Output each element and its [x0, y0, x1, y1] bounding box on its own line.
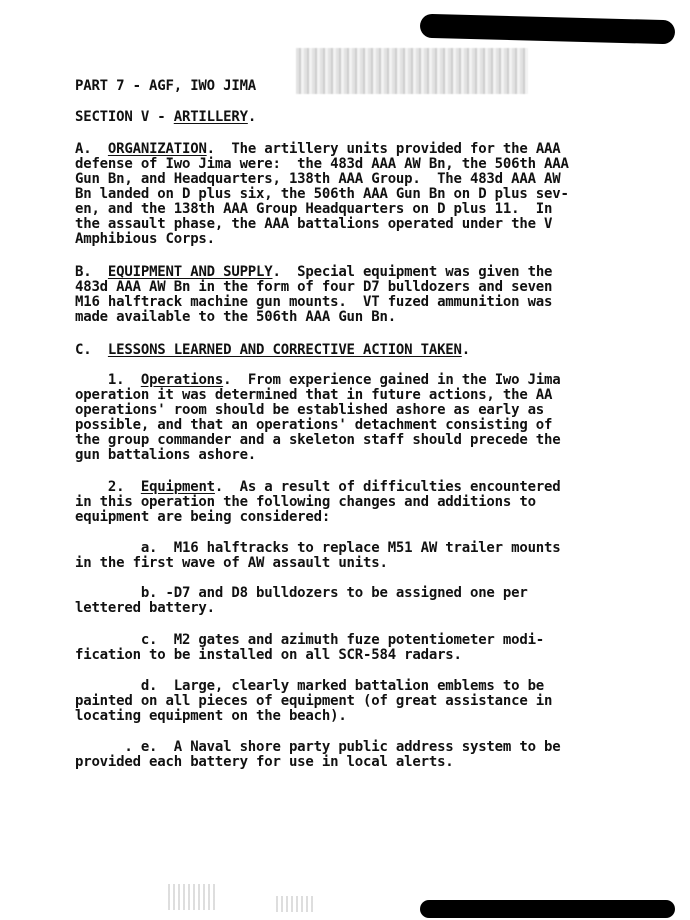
section-heading: SECTION V - ARTILLERY.	[75, 109, 257, 125]
equipment-line: in this operation the following changes and additions to	[75, 494, 536, 510]
item-d-line: d. Large, clearly marked battalion emblems to be	[75, 678, 545, 694]
section-b-line: M16 halftrack machine gun mounts. VT fuzed ammunition was	[75, 294, 553, 310]
operations-line: operations' room should be established ashore as early as	[75, 402, 545, 418]
item-a-line: a. M16 halftracks to replace M51 AW trailer mounts	[75, 540, 561, 556]
operations-heading: Operations	[140, 372, 224, 388]
item-c-line: fication to be installed on all SCR-584 radars.	[75, 647, 462, 663]
section-c-heading-line: C. LESSONS LEARNED AND CORRECTIVE ACTION TAKEN.	[75, 342, 470, 358]
item-d-line: painted on all pieces of equipment (of great assistance in	[75, 693, 553, 709]
operations-line: 1. Operations. From experience gained in the Iwo Jima	[75, 372, 561, 388]
item-a-line: in the first wave of AW assault units.	[75, 555, 388, 571]
operations-line: operation it was determined that in future actions, the AA	[75, 387, 553, 403]
section-b-heading: EQUIPMENT AND SUPPLY	[107, 264, 273, 280]
redaction-bar-bottom	[420, 900, 675, 918]
item-d-line: locating equipment on the beach).	[75, 708, 347, 724]
item-c-line: c. M2 gates and azimuth fuze potentiometer modi-	[75, 632, 545, 648]
section-b-line: made available to the 506th AAA Gun Bn.	[75, 309, 396, 325]
redaction-bar-top	[420, 14, 676, 45]
item-e-line: provided each battery for use in local alerts.	[75, 754, 454, 770]
section-a-heading: ORGANIZATION	[107, 141, 207, 157]
scan-speckle	[276, 896, 316, 912]
operations-line: gun battalions ashore.	[75, 447, 257, 463]
section-a-line: Amphibious Corps.	[75, 231, 215, 247]
item-e-line: . e. A Naval shore party public address system to be	[75, 739, 561, 755]
section-b-line: B. EQUIPMENT AND SUPPLY. Special equipment was given the	[75, 264, 553, 280]
section-a-line: A. ORGANIZATION. The artillery units provided for the AAA	[75, 141, 561, 157]
scan-speckle	[168, 884, 216, 910]
declassification-stamp	[296, 48, 528, 94]
item-b-line: lettered battery.	[75, 600, 215, 616]
section-title: ARTILLERY	[173, 109, 248, 125]
section-a-line: en, and the 138th AAA Group Headquarters on D plus 11. In	[75, 201, 553, 217]
equipment-line: 2. Equipment. As a result of difficulties encountered	[75, 479, 561, 495]
part-title: PART 7 - AGF, IWO JIMA	[75, 78, 257, 94]
operations-line: the group commander and a skeleton staff should precede the	[75, 432, 561, 448]
equipment-line: equipment are being considered:	[75, 509, 331, 525]
section-a-line: Gun Bn, and Headquarters, 138th AAA Group. The 483d AAA AW	[75, 171, 561, 187]
section-a-line: Bn landed on D plus six, the 506th AAA Gun Bn on D plus sev-	[75, 186, 569, 202]
section-a-line: defense of Iwo Jima were: the 483d AAA AW Bn, the 506th AAA	[75, 156, 569, 172]
item-b-line: b. -D7 and D8 bulldozers to be assigned one per	[75, 585, 528, 601]
section-c-heading: LESSONS LEARNED AND CORRECTIVE ACTION TAKEN	[107, 342, 462, 358]
section-a-line: the assault phase, the AAA battalions operated under the V	[75, 216, 553, 232]
operations-line: possible, and that an operations' detachment consisting of	[75, 417, 553, 433]
section-b-line: 483d AAA AW Bn in the form of four D7 bulldozers and seven	[75, 279, 553, 295]
equipment-heading: Equipment	[140, 479, 215, 495]
